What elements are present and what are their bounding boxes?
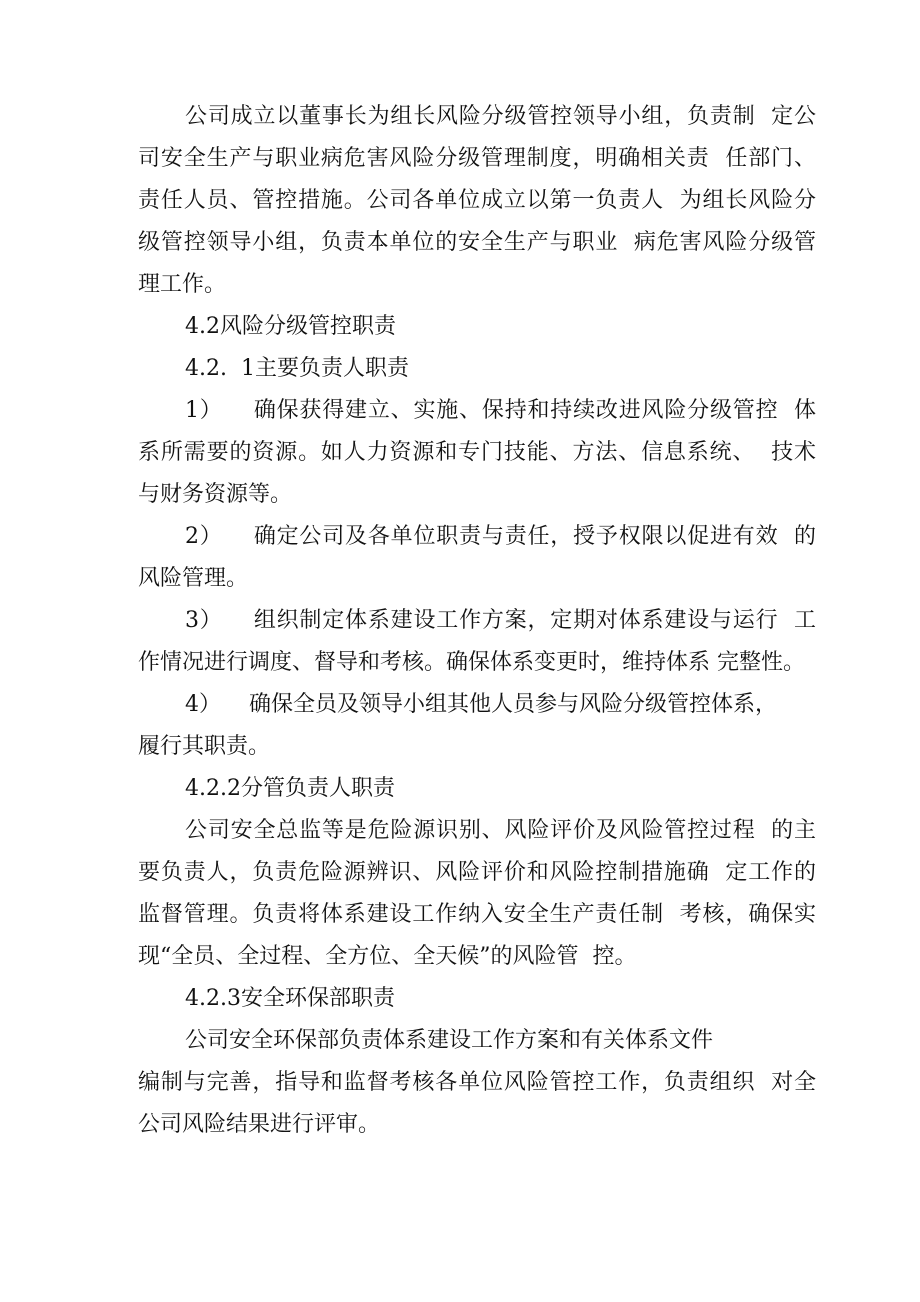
text-line: 公司安全环保部负责体系建设工作方案和有关体系文件 [185, 1028, 714, 1053]
text-line: 3） 组织制定体系建设工作方案，定期对体系建设与运行 工 [185, 608, 816, 633]
text-line: 公司风险结果进行评审。 [138, 1112, 381, 1137]
text-line: 责任人员、管控措施。公司各单位成立以第一负责人 为组长风险分 [138, 188, 816, 213]
heading-4-2-3: 4.2.3安全环保部职责 [185, 986, 395, 1011]
paragraph-leadership-group [138, 96, 816, 306]
text-line: 现“全员、全过程、全方位、全天候”的风险管 控。 [138, 944, 637, 969]
text-line: 风险管理。 [138, 566, 249, 591]
text-line: 司安全生产与职业病危害风险分级管理制度，明确相关责 任部门、 [138, 146, 816, 171]
text-line: 编制与完善，指导和监督考核各单位风险管控工作，负责组织 对全 [138, 1070, 816, 1095]
heading-4-2-2: 4.2.2分管负责人职责 [185, 776, 395, 801]
heading-4-2: 4.2风险分级管控职责 [185, 314, 396, 339]
text-line: 理工作。 [138, 272, 227, 297]
list-item-2 [138, 516, 816, 600]
list-item-3 [138, 600, 816, 684]
text-line: 与财务资源等。 [138, 482, 293, 507]
list-item-4 [138, 684, 816, 768]
text-line: 2） 确定公司及各单位职责与责任，授予权限以促进有效 的 [185, 524, 816, 549]
text-line: 公司成立以董事长为组长风险分级管控领导小组，负责制 定公 [185, 104, 816, 129]
text-line: 作情况进行调度、督导和考核。确保体系变更时，维持体系 完整性。 [138, 650, 805, 675]
text-line: 要负责人，负责危险源辨识、风险评价和风险控制措施确 定工作的 [138, 860, 816, 885]
text-line: 4） 确保全员及领导小组其他人员参与风险分级管控体系， [185, 692, 777, 717]
text-line: 监督管理。负责将体系建设工作纳入安全生产责任制 考核，确保实 [138, 902, 816, 927]
text-line: 1） 确保获得建立、实施、保持和持续改进风险分级管控 体 [185, 398, 816, 423]
list-item-1 [138, 390, 816, 516]
paragraph-safety-dept [138, 1020, 816, 1146]
paragraph-safety-director [138, 810, 816, 978]
text-line: 级管控领导小组，负责本单位的安全生产与职业 病危害风险分级管 [138, 230, 816, 255]
text-line: 履行其职责。 [138, 734, 271, 759]
text-line: 系所需要的资源。如人力资源和专门技能、方法、信息系统、 技术 [138, 440, 816, 465]
heading-4-2-1: 4.2. 1主要负责人职责 [185, 356, 409, 381]
text-line: 公司安全总监等是危险源识别、风险评价及风险管控过程 的主 [185, 818, 816, 843]
document-body [138, 96, 816, 1146]
